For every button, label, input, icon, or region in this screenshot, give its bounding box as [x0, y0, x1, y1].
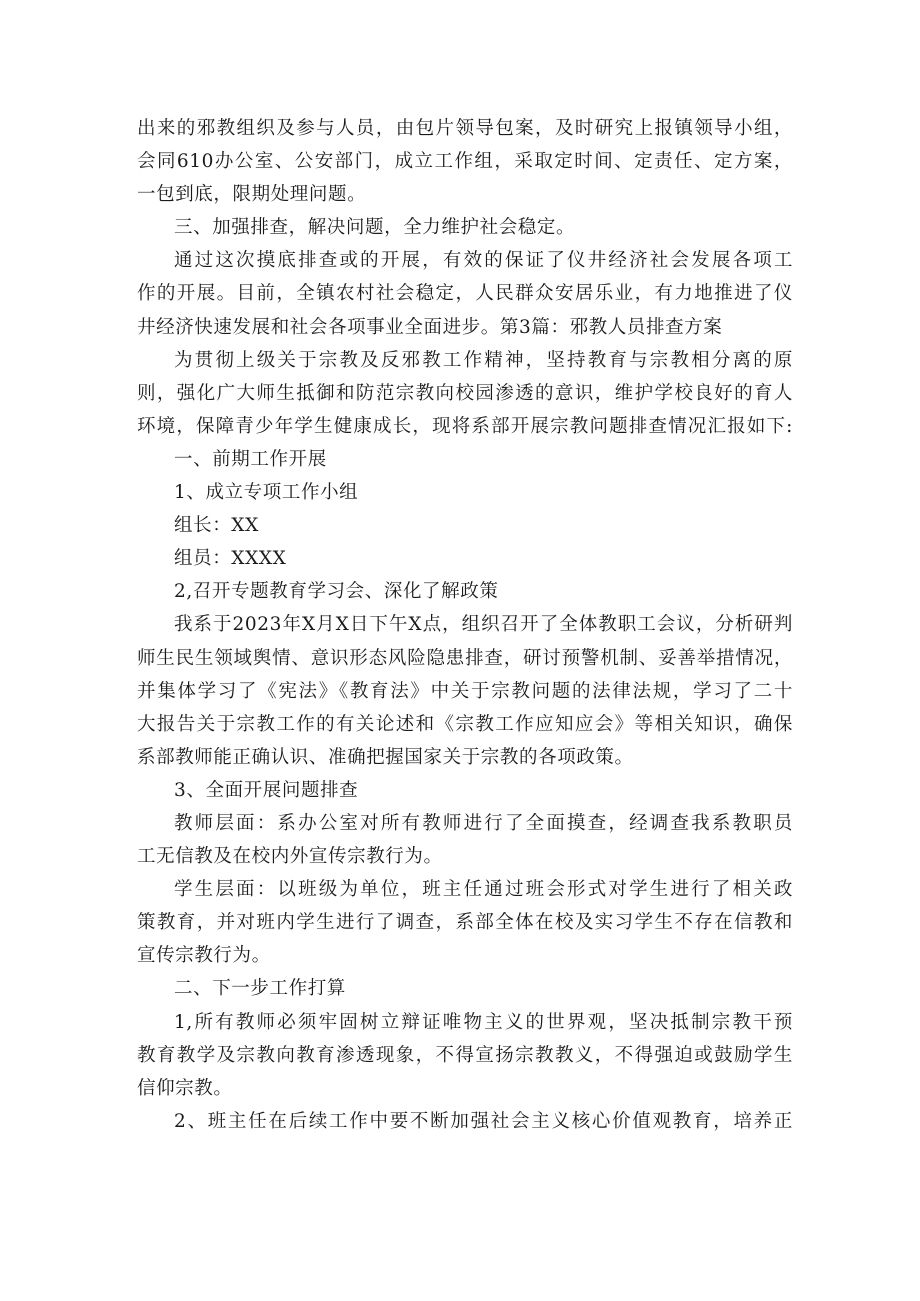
text-line: 一、前期工作开展 [174, 448, 327, 470]
text-line: 教育教学及宗教向教育渗透现象，不得宣扬宗教教义，不得强迫或鼓励学生 [137, 1044, 793, 1066]
text-line: 出来的邪教组织及参与人员，由包片领导包案，及时研究上报镇领导小组， [137, 118, 793, 139]
text-line: 教师层面：系办公室对所有教师进行了全面摸查，经调查我系教职员 [174, 812, 793, 834]
text-line: 组员：XXXX [174, 548, 287, 570]
text-line: 会同610办公室、公安部门，成立工作组，采取定时间、定责任、定方案， [137, 151, 793, 173]
text-line: 1、成立专项工作小组 [174, 482, 359, 504]
text-line: 信仰宗教。 [137, 1077, 233, 1099]
text-line: 2,召开专题教育学习会、深化了解政策 [174, 581, 499, 603]
text-line: 2、班主任在后续工作中要不断加强社会主义核心价值观教育，培养正 [174, 1110, 793, 1132]
text-line: 则，强化广大师生抵御和防范宗教向校园渗透的意识，维护学校良好的育人 [137, 382, 793, 404]
text-line: 为贯彻上级关于宗教及反邪教工作精神，坚持教育与宗教相分离的原 [174, 349, 793, 371]
text-line: 二、下一步工作打算 [174, 978, 346, 1000]
text-line: 策教育，并对班内学生进行了调查，系部全体在校及实习学生不存在信教和 [137, 912, 793, 934]
text-line: 组长：XX [174, 515, 259, 537]
text-line: 宣传宗教行为。 [137, 945, 271, 967]
text-line: 三、加强排查，解决问题，全力维护社会稳定。 [174, 217, 576, 239]
text-line: 通过这次摸底排查或的开展，有效的保证了仪井经济社会发展各项工 [174, 250, 793, 272]
text-line: 环境，保障青少年学生健康成长，现将系部开展宗教问题排查情况汇报如下: [137, 415, 793, 437]
text-line: 工无信教及在校内外宣传宗教行为。 [137, 846, 443, 868]
text-line: 我系于2023年X月X日下午X点，组织召开了全体教职工会议，分析研判 [174, 614, 793, 636]
text-line: 学生层面：以班级为单位，班主任通过班会形式对学生进行了相关政 [174, 879, 793, 901]
text-line: 系部教师能正确认识、准确把握国家关于宗教的各项政策。 [137, 746, 634, 768]
text-line: 大报告关于宗教工作的有关论述和《宗教工作应知应会》等相关知识，确保 [137, 713, 793, 735]
text-line: 并集体学习了《宪法》《教育法》中关于宗教问题的法律法规，学习了二十 [137, 680, 793, 702]
text-line: 井经济快速发展和社会各项事业全面进步。第3篇：邪教人员排查方案 [137, 316, 723, 338]
text-line: 师生民生领域舆情、意识形态风险隐患排查，研讨预警机制、妥善举措情况， [137, 647, 793, 669]
text-line: 作的开展。目前，全镇农村社会稳定，人民群众安居乐业，有力地推进了仪 [137, 283, 793, 305]
text-line: 1,所有教师必须牢固树立辩证唯物主义的世界观，坚决抵制宗教干预 [174, 1011, 793, 1033]
text-line: 一包到底，限期处理问题。 [137, 184, 367, 206]
document-page [137, 112, 793, 1138]
text-line: 3、全面开展问题排查 [174, 779, 359, 801]
